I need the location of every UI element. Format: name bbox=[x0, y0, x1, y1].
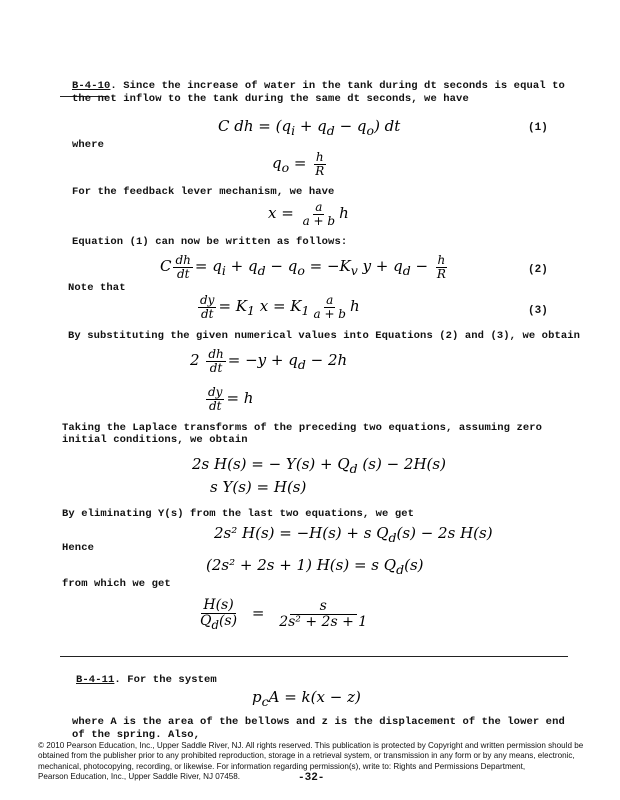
laplace-line1: Taking the Laplace transforms of the preceding two equations, assuming zero bbox=[62, 422, 543, 434]
equation-2-number: (2) bbox=[528, 264, 548, 276]
laplace-line2: initial conditions, we obtain bbox=[62, 434, 248, 446]
b411-line1: where A is the area of the bellows and z is the displacement of the lower end bbox=[72, 716, 565, 728]
equation-8: 2s² H(s) = −H(s) + s $Q_d(s) - 2s$ H(s) bbox=[214, 524, 493, 545]
note-that-label: Note that bbox=[68, 282, 126, 294]
equation-1-number: (1) bbox=[528, 122, 548, 134]
equation-3: $\frac{dy}{dt}$ = $K_1$ $x = K_1$ $\frac{a}{a + b}$ h bbox=[200, 293, 360, 321]
b410-intro-line1: B-4-10. Since the increase of water in the tank during dt seconds is equal to bbox=[72, 80, 565, 92]
where-label: where bbox=[72, 139, 105, 151]
b411-equation: $p_cA = k(x - z)$ bbox=[252, 688, 361, 709]
b410-label: B-4-10 bbox=[72, 80, 111, 92]
footer-line-3: mechanical, photocopying, recording, or likewise. For information regarding permission(s), write to: Rights and Permissions Department, bbox=[38, 761, 526, 771]
footer-line-1: © 2010 Pearson Education, Inc., Upper Saddle River, NJ. All rights reserved. This publication is protected by Copyright and written permission should be bbox=[38, 741, 584, 750]
equation1-text: Equation (1) can now be written as follows: bbox=[72, 236, 348, 248]
footer-line-4: Pearson Education, Inc., Upper Saddle River, NJ 07458. bbox=[38, 771, 241, 781]
equation-4: 2 $\frac{dh}{dt}$ = $-y + q_d - 2h$ bbox=[190, 347, 348, 375]
equation-1: C dh = $(q_i + q_d - q_o)$ dt bbox=[218, 117, 401, 138]
equation-6: 2s H(s) = − $Y(s) + Q_d$ (s) − 2H(s) bbox=[192, 455, 446, 476]
equation-9: (2s² + 2s + 1) H(s) = s $Q_d(s)$ bbox=[206, 556, 424, 577]
equation-10: $\frac{H(s)}{Q_d(s)}$ = $\frac{s}{\text{2s² + 2s + 1}}$ bbox=[200, 597, 368, 632]
from-which-text: from which we get bbox=[62, 578, 171, 590]
b410-intro-line2: the net inflow to the tank during the same dt seconds, we have bbox=[72, 93, 469, 105]
b411-label: B-4-11 bbox=[76, 674, 115, 686]
b411-intro: B-4-11. For the system bbox=[76, 674, 217, 686]
copyright-footer bbox=[38, 741, 613, 782]
section-divider bbox=[60, 656, 568, 657]
page-number: -32- bbox=[298, 772, 325, 784]
equation-7: s Y(s) = H(s) bbox=[210, 478, 307, 496]
equation-3-number: (3) bbox=[528, 305, 548, 317]
equation-qo: $q_o$ = $\frac{h}{R}$ bbox=[272, 150, 325, 178]
elimination-text: By eliminating Y(s) from the last two equations, we get bbox=[62, 508, 415, 520]
hence-label: Hence bbox=[62, 542, 95, 554]
equation-5: $\frac{dy}{dt}$ = h bbox=[208, 385, 254, 413]
b411-line2: of the spring. Also, bbox=[72, 729, 201, 741]
footer-line-2: obtained from the publisher prior to any prohibited reproduction, storage in a retrieval system, or transmission in any form or by any means, electronic, bbox=[38, 751, 575, 761]
equation-x: x = $\frac{a}{a + b}$ h bbox=[268, 200, 349, 228]
feedback-text: For the feedback lever mechanism, we have bbox=[72, 186, 335, 198]
substitution-text: By substituting the given numerical values into Equations (2) and (3), we obtain bbox=[68, 330, 581, 342]
equation-2: C $\frac{dh}{dt}$ = $q_i + q_d - q_o = -K_v$ $y + q_d$ − $\frac{h}{R}$ bbox=[160, 253, 446, 281]
